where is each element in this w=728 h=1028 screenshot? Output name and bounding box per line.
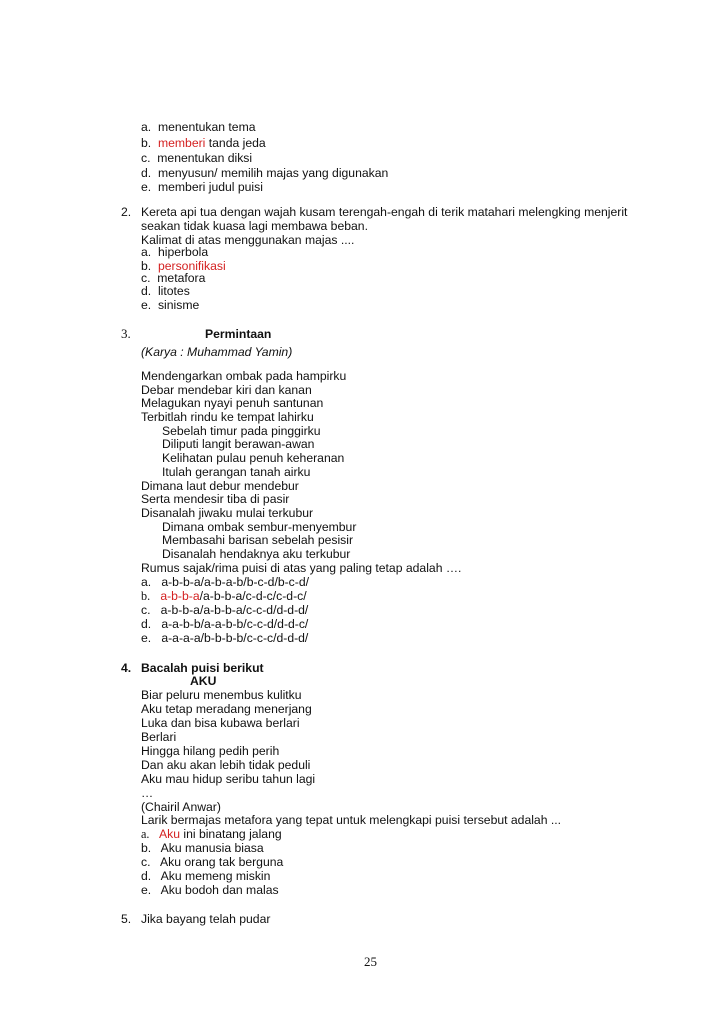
q1-option-a: a. menentukan tema [141,120,256,134]
poem-line: Luka dan bisa kubawa berlari [141,716,300,730]
q2-option-a: a. hiperbola [141,245,209,259]
q3-number: 3. [121,326,131,341]
q4-question: Larik bermajas metafora yang tepat untuk melengkapi puisi tersebut adalah ... [141,813,562,827]
poem-line: Mendengarkan ombak pada hampirku [141,369,347,383]
q4-option-c: c. Aku orang tak berguna [141,855,284,869]
q2-option-c: c. metafora [141,271,206,285]
poem-author: (Chairil Anwar) [141,800,221,814]
page-number: 25 [364,954,377,969]
q2-option-d: d. litotes [141,284,190,298]
poem-line: Aku mau hidup seribu tahun lagi [141,772,316,786]
poem-ellipsis: … [141,786,154,800]
q3-option-d: d. a-a-b-b/a-a-b-b/c-c-d/d-d-c/ [141,617,309,631]
poem-line: Dimana laut debur mendebur [141,479,299,493]
poem-line: Diliputi langit berawan-awan [162,437,315,451]
q2-stem-line2: seakan tidak kuasa lagi membawa beban. [141,219,368,233]
poem-line: Hingga hilang pedih perih [141,744,280,758]
q4-option-a: a. Aku ini binatang jalang [141,827,282,841]
q2-stem-line1: Kereta api tua dengan wajah kusam terengah-engah di terik matahari melengking menjerit [141,205,628,219]
q4-heading: Bacalah puisi berikut [141,661,264,675]
q4-poem-title: AKU [190,674,217,688]
poem-line: Disanalah hendaknya aku terkubur [162,547,351,561]
q2-stem-line3: Kalimat di atas menggunakan majas .... [141,233,355,247]
poem-line: Aku tetap meradang menerjang [141,702,312,716]
poem-line: Biar peluru menembus kulitku [141,688,302,702]
q3-poem-title: Permintaan [205,327,272,341]
q5-stem: Jika bayang telah pudar [141,912,271,926]
q3-option-b: b. a-b-b-a/a-b-b-a/c-d-c/c-d-c/ [141,589,307,603]
poem-line: Serta mendesir tiba di pasir [141,492,290,506]
q2-number: 2. [121,205,132,219]
poem-line: Sebelah timur pada pinggirku [162,424,321,438]
q3-option-e: e. a-a-a-a/b-b-b-b/c-c-c/d-d-d/ [141,631,309,645]
q2-option-e: e. sinisme [141,298,200,312]
poem-line: Disanalah jiwaku mulai terkubur [141,506,314,520]
poem-line: Kelihatan pulau penuh keheranan [162,451,345,465]
q3-poem-author: (Karya : Muhammad Yamin) [141,345,293,359]
poem-line: Dan aku akan lebih tidak peduli [141,758,311,772]
q1-option-e: e. memberi judul puisi [141,180,263,194]
q4-number: 4. [121,661,132,675]
poem-line: Dimana ombak sembur-menyembur [162,520,357,534]
poem-line: Melagukan nyayi penuh santunan [141,396,324,410]
q3-option-a: a. a-b-b-a/a-b-a-b/b-c-d/b-c-d/ [141,575,309,589]
q4-option-e: e. Aku bodoh dan malas [141,883,279,897]
q1-option-d: d. menyusun/ memilih majas yang digunakan [141,166,389,180]
poem-line: Itulah gerangan tanah airku [162,465,311,479]
q4-option-d: d. Aku memeng miskin [141,869,271,883]
poem-line: Membasahi barisan sebelah pesisir [162,533,354,547]
q3-question: Rumus sajak/rima puisi di atas yang paling tetap adalah …. [141,561,462,575]
poem-line: Berlari [141,730,177,744]
q1-option-b: b. memberi tanda jeda [141,136,266,150]
q3-option-c: c. a-b-b-a/a-b-b-a/c-c-d/d-d-d/ [141,603,309,617]
q1-option-c: c. menentukan diksi [141,151,253,165]
q2-option-b: b. personifikasi [141,259,226,273]
q5-number: 5. [121,912,132,926]
poem-line: Terbitlah rindu ke tempat lahirku [141,410,314,424]
q4-option-b: b. Aku manusia biasa [141,841,264,855]
poem-line: Debar mendebar kiri dan kanan [141,383,312,397]
